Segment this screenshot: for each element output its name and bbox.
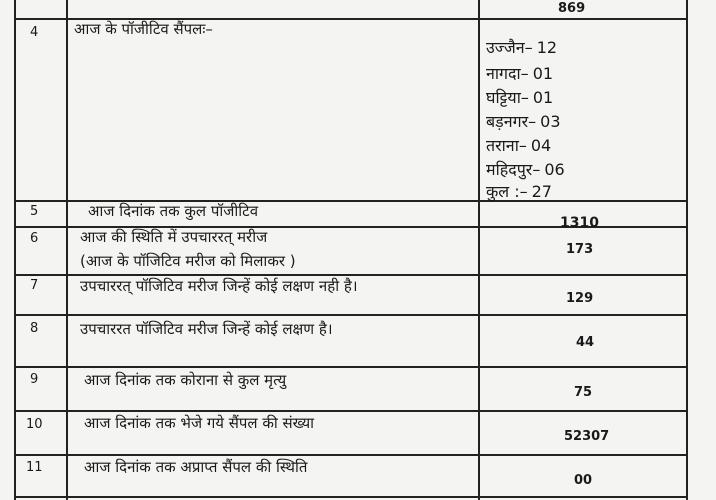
district-name: कुल :–: [486, 182, 528, 201]
district-count: 03: [540, 112, 561, 131]
table-border-num: [66, 0, 68, 500]
district-name: महिदपुर–: [486, 160, 541, 179]
row-5-number: 5: [30, 204, 39, 219]
row-8-value: 44: [576, 335, 595, 350]
district-item: [486, 66, 553, 82]
row-8-description: उपचाररत पॉजिटिव मरीज जिन्हें कोई लक्षण है।: [80, 320, 333, 338]
row-6-number: 6: [30, 231, 39, 246]
district-name: तराना–: [486, 136, 527, 155]
row-6-description-note: (आज के पॉजिटिव मरीज को मिलाकर ): [80, 252, 296, 270]
district-item: [486, 40, 557, 56]
district-name: बड़नगर–: [486, 112, 537, 131]
row-divider: [14, 366, 688, 368]
row-4-description: आज के पॉजीटिव सैंपलः–: [74, 20, 213, 38]
row-8-number: 8: [30, 321, 39, 336]
row-10-value: 52307: [564, 429, 610, 444]
row-divider: [14, 454, 688, 456]
district-item: [486, 138, 551, 154]
row-7-value: 129: [566, 291, 594, 306]
row-9-value: 75: [574, 385, 593, 400]
district-count: 04: [530, 136, 552, 155]
row-7-description: उपचाररत् पॉजिटिव मरीज जिन्हें कोई लक्षण नही है।: [80, 277, 358, 295]
row-10-number: 10: [26, 417, 43, 432]
district-item: [486, 90, 553, 106]
district-item: [486, 162, 565, 178]
row-11-description: आज दिनांक तक अप्राप्त सैंपल की स्थिति: [84, 458, 308, 476]
table-border-right: [686, 0, 688, 500]
district-total: [486, 184, 552, 200]
row-divider: [14, 496, 688, 498]
row-divider: [14, 410, 688, 412]
row-divider: [14, 274, 688, 276]
row-top-value: 869: [558, 1, 586, 16]
row-9-number: 9: [30, 372, 39, 387]
district-item: [486, 114, 561, 130]
district-count: 01: [532, 64, 554, 83]
district-count: 27: [531, 182, 552, 201]
row-5-value: 1310: [560, 215, 599, 231]
district-name: नागदा–: [486, 64, 529, 83]
table-border-left: [14, 0, 16, 500]
district-count: 01: [532, 88, 554, 107]
row-11-number: 11: [26, 460, 43, 475]
district-name: उज्जैन–: [486, 38, 533, 57]
row-7-number: 7: [30, 278, 39, 293]
district-name: घट्टिया–: [486, 88, 529, 107]
district-count: 12: [536, 38, 558, 57]
row-6-description: आज की स्थिति में उपचाररत् मरीज: [80, 228, 268, 246]
row-6-value: 173: [566, 242, 594, 257]
district-count: 06: [544, 160, 565, 179]
row-9-description: आज दिनांक तक कोराना से कुल मृत्यु: [84, 371, 287, 389]
table-border-desc: [478, 0, 480, 500]
row-divider: [14, 314, 688, 316]
row-4-number: 4: [30, 25, 39, 40]
row-11-value: 00: [574, 473, 593, 488]
row-5-description: आज दिनांक तक कुल पॉजीटिव: [88, 202, 259, 220]
row-10-description: आज दिनांक तक भेजे गये सैंपल की संख्या: [84, 414, 315, 432]
